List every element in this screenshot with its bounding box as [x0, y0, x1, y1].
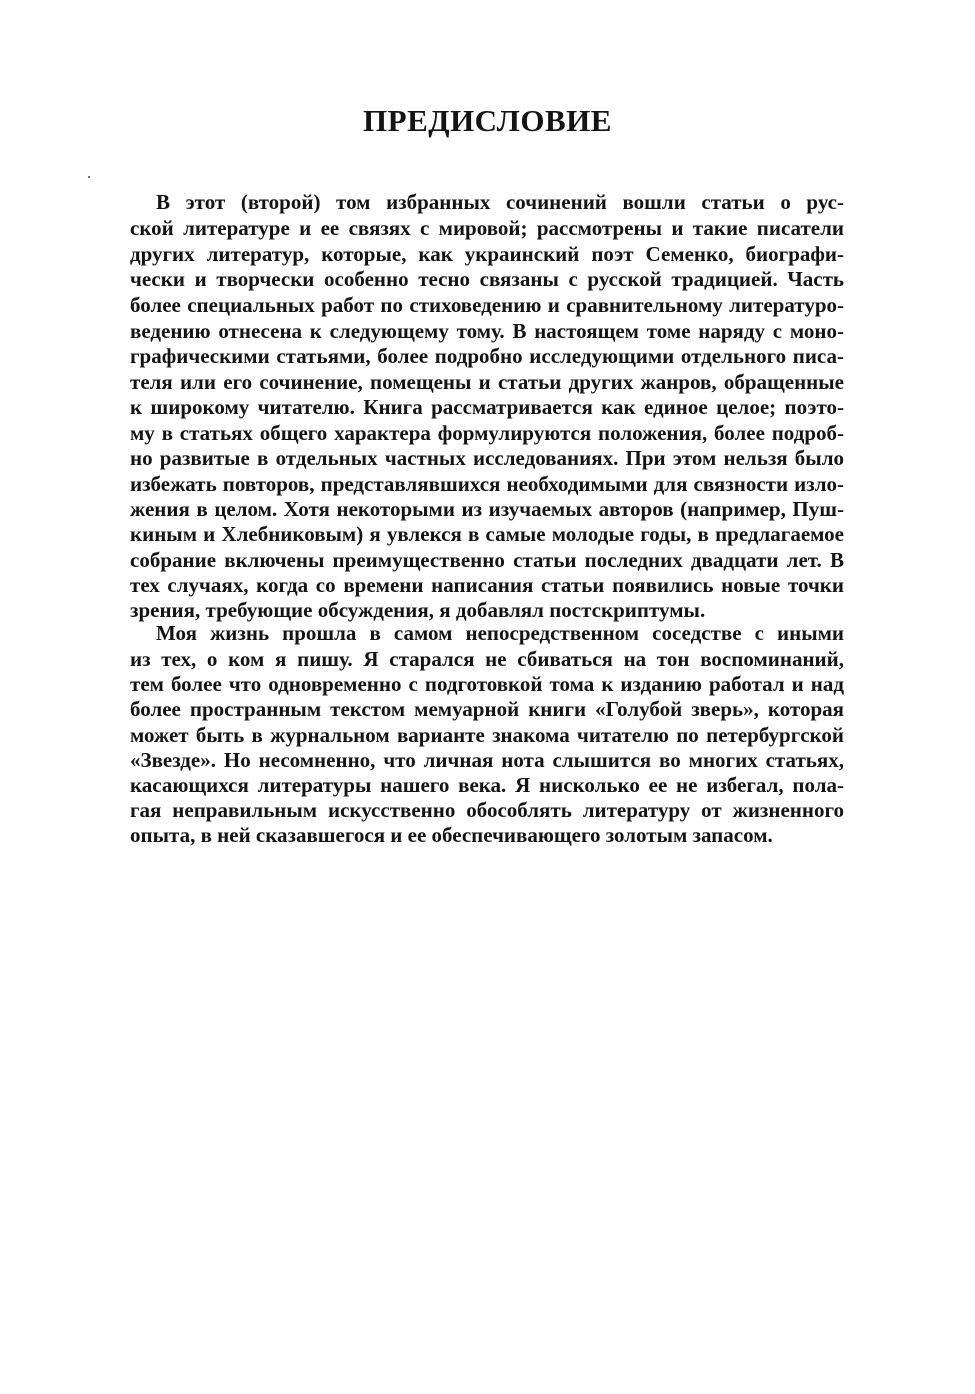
paragraph-2-line: касающихся литературы нашего века. Я нисколько ее не избегал, пола- [130, 773, 844, 797]
paragraph-1-line: к широкому читателю. Книга рассматривается как единое целое; поэто- [130, 395, 844, 419]
paragraph-2-line: тем более что одновременно с подготовкой тома к изданию работал и над [130, 672, 844, 696]
paragraph-1-line: жения в целом. Хотя некоторыми из изучаемых авторов (например, Пуш- [130, 497, 844, 521]
scan-speck [88, 176, 90, 178]
paragraph-1-line: чески и творчески особенно тесно связаны с русской традицией. Часть [130, 267, 844, 291]
paragraph-1-line: зрения, требующие обсуждения, я добавлял постскриптумы. [130, 598, 706, 622]
paragraph-1-line: тех случаях, когда со времени написания статьи появились новые точки [130, 573, 844, 597]
paragraph-1-line: более специальных работ по стиховедению и сравнительному литературо- [130, 293, 844, 317]
page-title: ПРЕДИСЛОВИЕ [363, 103, 612, 138]
paragraph-2-line: может быть в журнальном варианте знакома читателю по петербургской [130, 723, 844, 747]
paragraph-1-line: собрание включены преимущественно статьи последних двадцати лет. В [130, 548, 844, 572]
paragraph-1-line: му в статьях общего характера формулируются положения, более подроб- [130, 421, 844, 445]
paragraph-1-line: но развитые в отдельных частных исследованиях. При этом нельзя было [130, 446, 844, 470]
paragraph-2-line: гая неправильным искусственно обособлять литературу от жизненного [130, 798, 844, 822]
paragraph-2-line: из тех, о ком я пишу. Я старался не сбиваться на тон воспоминаний, [130, 647, 844, 671]
paragraph-2-line: Моя жизнь прошла в самом непосредственном соседстве с иными [156, 621, 844, 645]
paragraph-1-line: избежать повторов, представлявшихся необходимыми для связности изло- [130, 472, 844, 496]
paragraph-2-line: опыта, в ней сказавшегося и ее обеспечивающего золотым запасом. [130, 823, 773, 847]
paragraph-1-line: ведению отнесена к следующему тому. В настоящем томе наряду с моно- [130, 319, 844, 343]
paragraph-1-line: графическими статьями, более подробно исследующими отдельного писа- [130, 344, 844, 368]
paragraph-1-line: других литератур, которые, как украинский поэт Семенко, биографи- [130, 242, 844, 266]
paragraph-1-line: ской литературе и ее связях с мировой; рассмотрены и такие писатели [130, 216, 844, 240]
paragraph-1-line: В этот (второй) том избранных сочинений вошли статьи о рус- [156, 190, 844, 214]
paragraph-1-line: киным и Хлебниковым) я увлекся в самые молодые годы, в предлагаемое [130, 522, 844, 546]
paragraph-2-line: более пространным текстом мемуарной книги «Голубой зверь», которая [130, 697, 844, 721]
paragraph-1-line: теля или его сочинение, помещены и статьи других жанров, обращенные [130, 370, 844, 394]
paragraph-2-line: «Звезде». Но несомненно, что личная нота слышится во многих статьях, [130, 748, 844, 772]
